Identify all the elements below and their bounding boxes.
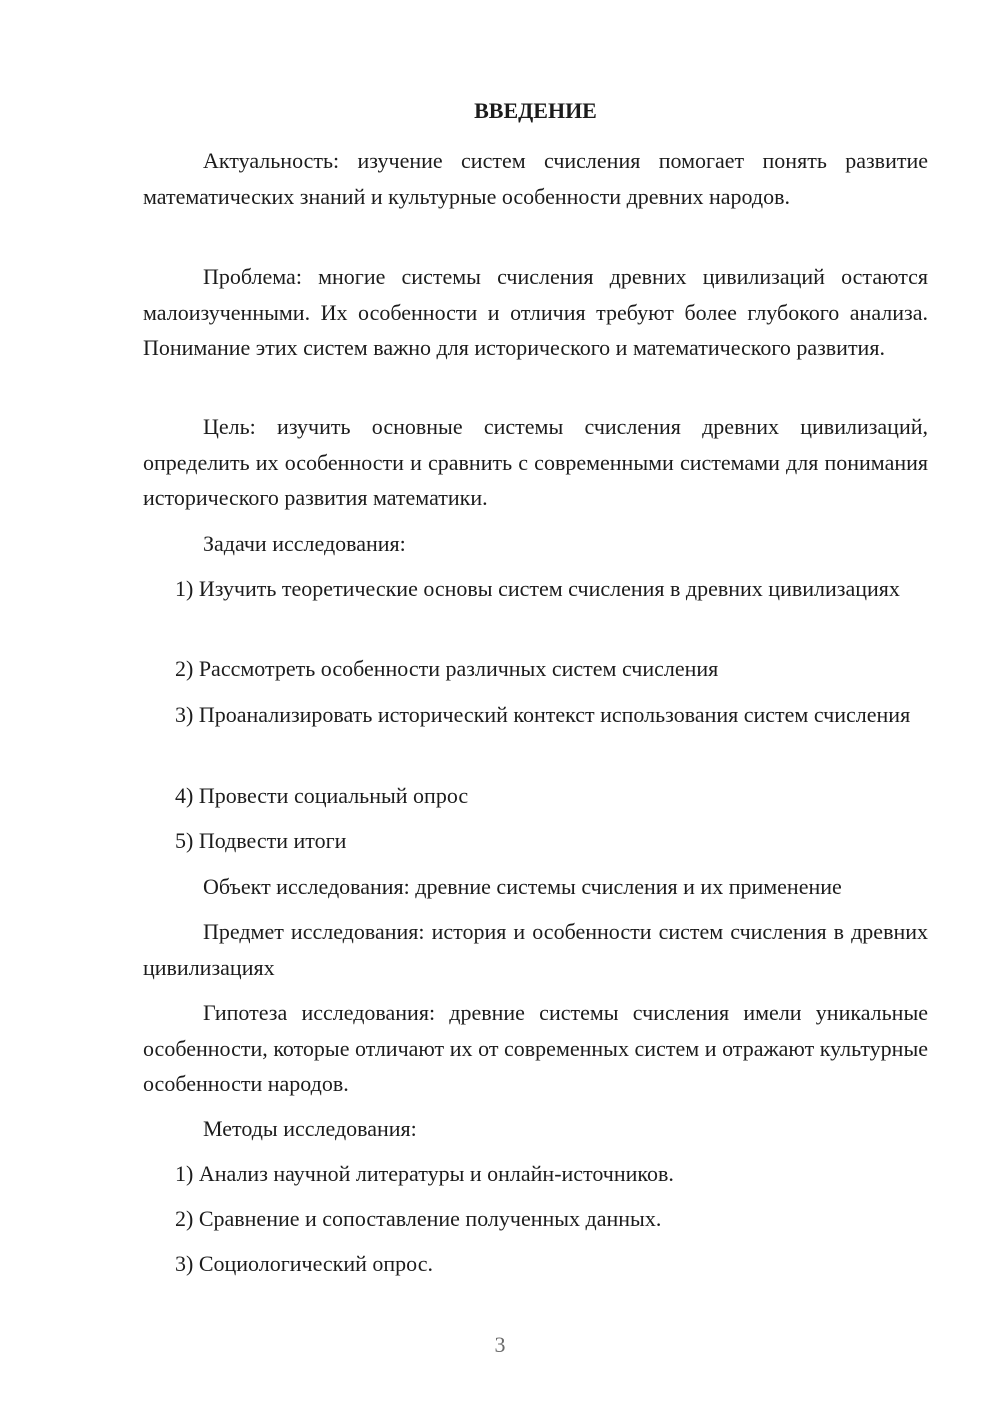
paragraph-relevance: Актуальность: изучение систем счисления помогает понять развитие математических знаний и культурные особенности древних народов. [143, 148, 928, 209]
task-item-2: 2) Рассмотреть особенности различных систем счисления [175, 656, 719, 681]
paragraph-problem: Проблема: многие системы счисления древних цивилизаций остаются малоизученными. Их особенности и отличия требуют более глубокого анализа. Понимание этих систем важно для исторического и математического развития. [143, 264, 928, 360]
task-item-1: 1) Изучить теоретические основы систем счисления в древних цивилизациях [175, 576, 900, 601]
tasks-heading: Задачи исследования: [203, 531, 406, 556]
task-item-5: 5) Подвести итоги [175, 828, 347, 853]
paragraph-subject: Предмет исследования: история и особенности систем счисления в древних цивилизациях [143, 919, 928, 980]
paragraph-object: Объект исследования: древние системы счисления и их применение [203, 874, 842, 899]
section-title: ВВЕДЕНИЕ [474, 98, 597, 123]
methods-heading: Методы исследования: [203, 1116, 417, 1141]
method-item-3: 3) Социологический опрос. [175, 1251, 433, 1276]
page-number: 3 [494, 1332, 506, 1357]
paragraph-hypothesis: Гипотеза исследования: древние системы счисления имели уникальные особенности, которые отличают их от современных систем и отражают культурные особенности народов. [143, 1000, 928, 1096]
method-item-2: 2) Сравнение и сопоставление полученных данных. [175, 1206, 662, 1231]
task-item-3: 3) Проанализировать исторический контекст использования систем счисления [175, 702, 911, 727]
task-item-4: 4) Провести социальный опрос [175, 783, 469, 808]
method-item-1: 1) Анализ научной литературы и онлайн-источников. [175, 1161, 674, 1186]
paragraph-goal: Цель: изучить основные системы счисления древних цивилизаций, определить их особенности и сравнить с современными системами для понимания исторического развития математики. [143, 414, 928, 510]
